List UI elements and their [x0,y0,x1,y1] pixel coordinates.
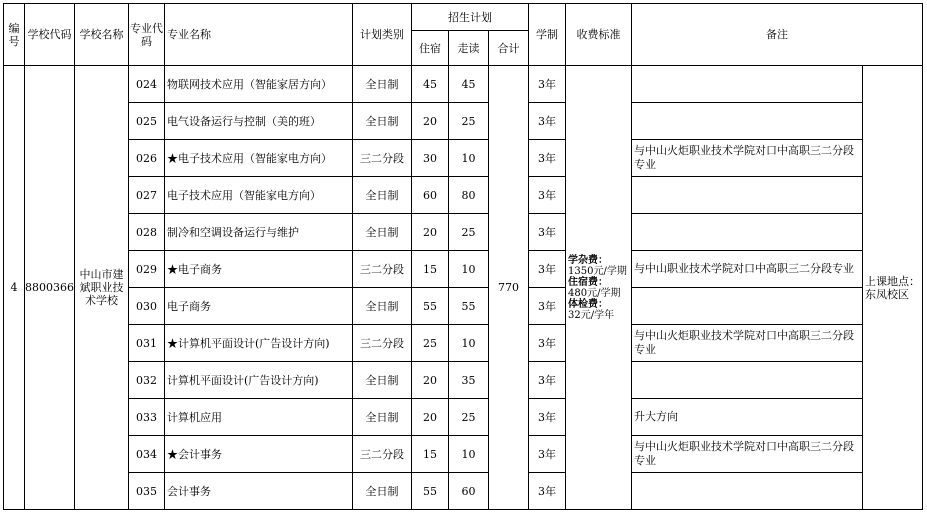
major-code: 030 [129,288,165,325]
remark: 与中山火炬职业技术学院对口中高职三二分段专业 [632,140,863,177]
boarding-count: 15 [412,436,449,473]
day-count: 10 [449,251,489,288]
plan-type: 三二分段 [353,251,412,288]
fee-board-value: 480元/学期 [568,287,621,299]
remark: 与中山火炬职业技术学院对口中高职三二分段专业 [632,436,863,473]
day-count: 55 [449,288,489,325]
duration: 3年 [529,214,566,251]
major-code: 024 [129,66,165,103]
boarding-count: 30 [412,140,449,177]
major-name: 会计事务 [165,473,353,510]
plan-type: 全日制 [353,66,412,103]
remark [632,288,863,325]
header-school-code: 学校代码 [25,4,75,66]
major-code: 033 [129,399,165,436]
remark [632,362,863,399]
plan-type: 全日制 [353,362,412,399]
major-name: 计算机平面设计(广告设计方向) [165,362,353,399]
boarding-count: 45 [412,66,449,103]
major-name: 制冷和空调设备运行与维护 [165,214,353,251]
day-count: 25 [449,214,489,251]
fee-misc-label: 学杂费： [568,254,608,266]
boarding-count: 20 [412,103,449,140]
major-code: 032 [129,362,165,399]
day-count: 10 [449,325,489,362]
boarding-count: 20 [412,399,449,436]
plan-type: 全日制 [353,399,412,436]
plan-type: 全日制 [353,214,412,251]
school-no: 4 [4,66,25,510]
major-code: 029 [129,251,165,288]
remark [632,66,863,103]
major-code: 034 [129,436,165,473]
day-count: 25 [449,399,489,436]
duration: 3年 [529,399,566,436]
duration: 3年 [529,436,566,473]
boarding-count: 15 [412,251,449,288]
enrollment-table [3,3,923,510]
day-count: 60 [449,473,489,510]
plan-type: 全日制 [353,177,412,214]
remark: 与中山职业技术学院对口中高职三二分段专业 [632,251,863,288]
duration: 3年 [529,251,566,288]
major-name: 物联网技术应用（智能家居方向） [165,66,353,103]
header-no: 编号 [4,4,25,66]
major-name: 计算机应用 [165,399,353,436]
fee-exam-value: 32元/学年 [568,309,615,321]
major-name: ★会计事务 [165,436,353,473]
header-boarding: 住宿 [412,31,449,66]
plan-type: 三二分段 [353,325,412,362]
major-code: 025 [129,103,165,140]
remark [632,214,863,251]
duration: 3年 [529,473,566,510]
day-count: 25 [449,103,489,140]
boarding-count: 55 [412,288,449,325]
remark: 升大方向 [632,399,863,436]
header-fee: 收费标准 [566,4,632,66]
header-major-name: 专业名称 [165,4,353,66]
plan-type: 三二分段 [353,436,412,473]
major-name: 电子商务 [165,288,353,325]
day-count: 10 [449,140,489,177]
boarding-count: 20 [412,214,449,251]
day-count: 80 [449,177,489,214]
plan-type: 全日制 [353,103,412,140]
major-name: 电气设备运行与控制（美的班） [165,103,353,140]
duration: 3年 [529,66,566,103]
boarding-count: 25 [412,325,449,362]
class-location: 上课地点：东凤校区 [863,66,923,510]
duration: 3年 [529,140,566,177]
boarding-count: 60 [412,177,449,214]
fee-board-label: 住宿费： [568,276,608,288]
day-count: 45 [449,66,489,103]
major-code: 031 [129,325,165,362]
plan-type: 三二分段 [353,140,412,177]
plan-type: 全日制 [353,288,412,325]
remark: 与中山火炬职业技术学院对口中高职三二分段专业 [632,325,863,362]
boarding-count: 55 [412,473,449,510]
duration: 3年 [529,103,566,140]
duration: 3年 [529,362,566,399]
remark [632,103,863,140]
duration: 3年 [529,177,566,214]
header-enroll-plan: 招生计划 [412,4,529,31]
fee-standard [566,66,632,510]
major-code: 027 [129,177,165,214]
major-name: 电子技术应用（智能家电方向） [165,177,353,214]
day-count: 35 [449,362,489,399]
duration: 3年 [529,325,566,362]
major-code: 026 [129,140,165,177]
school-code: 8800366 [25,66,75,510]
header-school-name: 学校名称 [75,4,129,66]
day-count: 10 [449,436,489,473]
total-count: 770 [489,66,529,510]
header-remark: 备注 [632,4,923,66]
plan-type: 全日制 [353,473,412,510]
fee-exam-label: 体检费： [568,298,608,310]
header-total: 合计 [489,31,529,66]
header-duration: 学制 [529,4,566,66]
major-name: ★计算机平面设计(广告设计方向) [165,325,353,362]
major-name: ★电子商务 [165,251,353,288]
major-code: 035 [129,473,165,510]
header-major-code: 专业代码 [129,4,165,66]
duration: 3年 [529,288,566,325]
fee-misc-value: 1350元/学期 [568,265,627,277]
header-day: 走读 [449,31,489,66]
header-plan-type: 计划类别 [353,4,412,66]
major-name: ★电子技术应用（智能家电方向） [165,140,353,177]
boarding-count: 20 [412,362,449,399]
remark [632,177,863,214]
remark [632,473,863,510]
school-name: 中山市建斌职业技术学校 [75,66,129,510]
major-code: 028 [129,214,165,251]
